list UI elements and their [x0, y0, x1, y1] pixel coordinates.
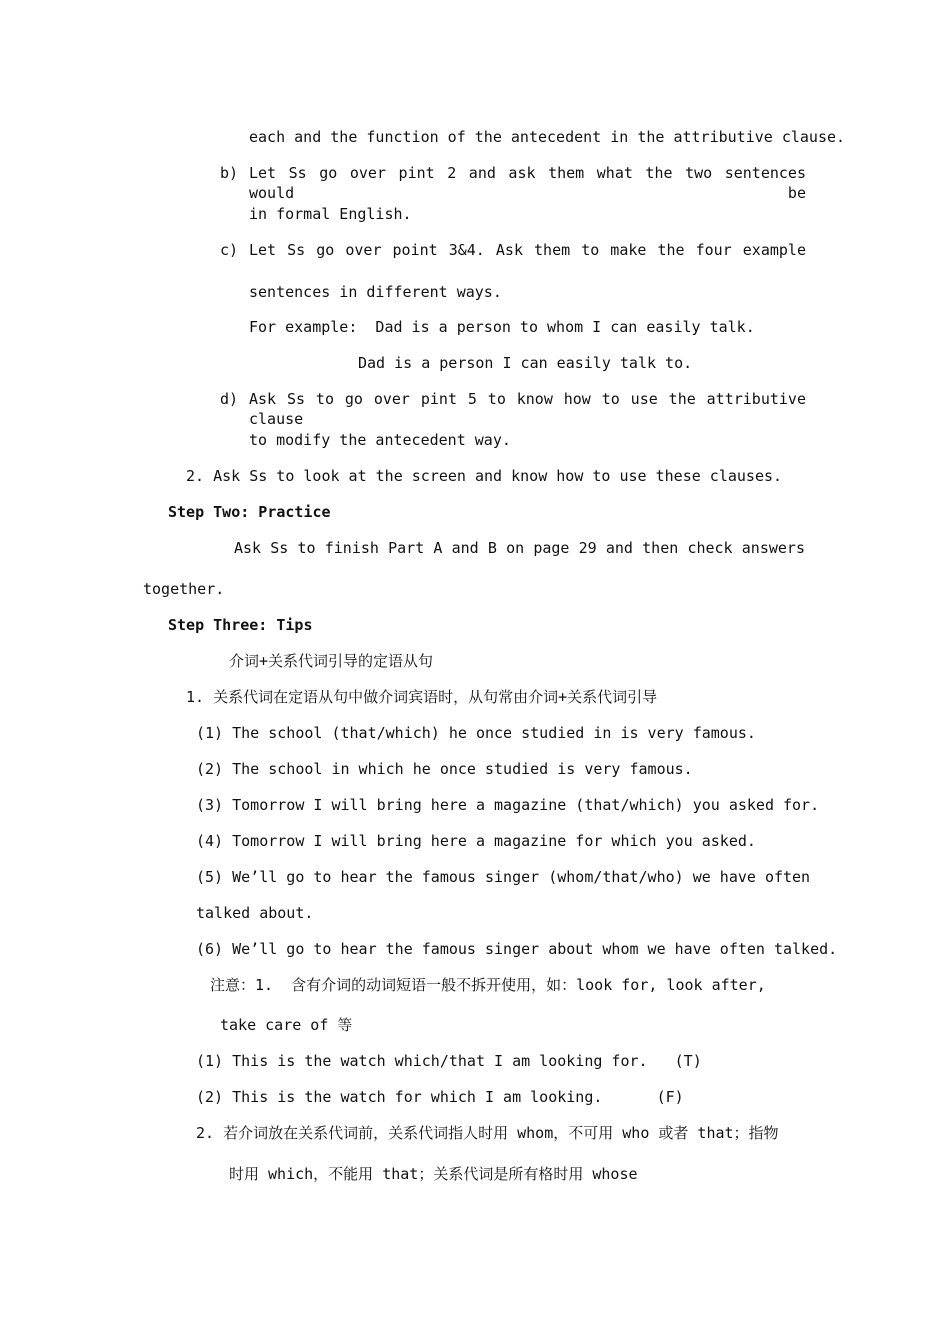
example-line: (4) Tomorrow I will bring here a magazine for which you asked. [196, 832, 756, 850]
example-line: For example: Dad is a person to whom I can easily talk. [249, 318, 755, 336]
example-line: (5) We’ll go to hear the famous singer (whom/that/who) we have often [196, 868, 811, 886]
example-line: (3) Tomorrow I will bring here a magazine (that/which) you asked for. [196, 796, 820, 814]
example-line: (2) This is the watch for which I am looking. (F) [196, 1088, 684, 1106]
section-heading: Step Three: Tips [168, 616, 313, 634]
note-line: take care of 等 [220, 1016, 353, 1034]
example-line: (1) This is the watch which/that I am looking for. (T) [196, 1052, 702, 1070]
text-line: Let Ss go over pint 2 and ask them what the two sentences would be [249, 164, 806, 202]
note-line: 注意：1. 含有介词的动词短语一般不拆开使用，如：look for, look after, [210, 976, 766, 994]
text-line: each and the function of the antecedent in the attributive clause. [249, 128, 846, 146]
text-line: Ask Ss to finish Part A and B on page 29 and then check answers [234, 539, 805, 557]
text-line: 时用 which，不能用 that；关系代词是所有格时用 whose [229, 1165, 638, 1183]
text-line: sentences in different ways. [249, 283, 502, 301]
example-line: talked about. [196, 904, 314, 922]
example-line: (2) The school in which he once studied is very famous. [196, 760, 693, 778]
list-marker: d) [220, 390, 239, 408]
text-line: in formal English. [249, 205, 412, 223]
section-heading: Step Two: Practice [168, 503, 331, 521]
text-line: 2. Ask Ss to look at the screen and know how to use these clauses. [186, 467, 783, 485]
example-line: (6) We’ll go to hear the famous singer about whom we have often talked. [196, 940, 838, 958]
text-line: 2. 若介词放在关系代词前，关系代词指人时用 whom，不可用 who 或者 that；指物 [196, 1124, 779, 1142]
subheading: 介词+关系代词引导的定语从句 [229, 652, 434, 670]
list-marker: b) [220, 164, 239, 182]
text-line: Ask Ss to go over pint 5 to know how to use the attributive clause [249, 390, 806, 428]
example-line: Dad is a person I can easily talk to. [358, 354, 693, 372]
list-marker: c) [220, 241, 239, 259]
text-line: Let Ss go over point 3&4. Ask them to make the four example [249, 241, 806, 259]
example-line: (1) The school (that/which) he once studied in is very famous. [196, 724, 756, 742]
text-line: together. [143, 580, 225, 598]
text-line: to modify the antecedent way. [249, 431, 511, 449]
text-line: 1. 关系代词在定语从句中做介词宾语时，从句常由介词+关系代词引导 [186, 688, 658, 706]
